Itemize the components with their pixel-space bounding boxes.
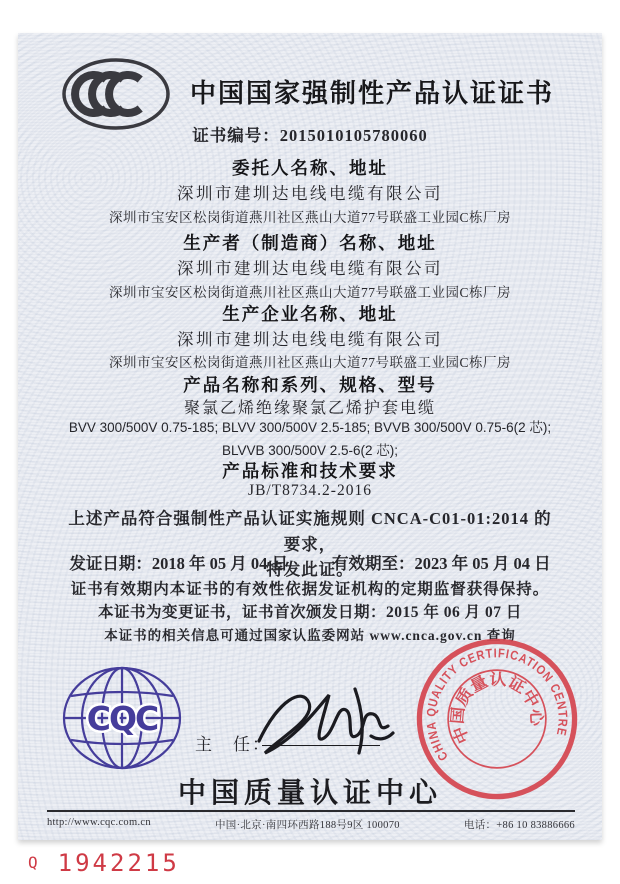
factory-name: 深圳市建圳达电线电缆有限公司 [177,330,443,349]
svg-text:CHINA QUALITY CERTIFICATION [414,636,575,765]
certificate-paper [18,33,602,840]
certificate-number-value: 2015010105780060 [279,126,428,145]
conformity-statement-line2: 特发此证。 [266,560,354,580]
issue-date: 发证日期：2018 年 05 月 04 日 [69,554,288,573]
standard-section-header: 产品标准和技术要求 [222,461,398,481]
factory-section-header: 生产企业名称、地址 [222,304,398,324]
applicant-name: 深圳市建圳达电线电缆有限公司 [177,184,443,203]
certificate-title: 中国国家强制性产品认证证书 [189,79,554,108]
footer-website: http://www.cqc.com.cn [47,817,151,828]
applicant-address: 深圳市宝安区松岗街道燕川社区燕山大道77号联盛工业园C栋厂房 [108,210,511,225]
signature-underline [262,745,380,746]
conformity-statement-line1: 上述产品符合强制性产品认证实施规则 CNCA-C01-01:2014 的要求， [68,509,552,554]
manufacturer-name: 深圳市建圳达电线电缆有限公司 [177,259,443,278]
product-name: 聚氯乙烯绝缘聚氯乙烯护套电缆 [183,400,436,417]
footer [47,817,575,832]
serial-number [28,849,180,877]
expiry-date: 有效期至：2023 年 05 月 04 日 [332,554,551,573]
stamp-inner-text: 中国质量认证中心 [449,671,545,746]
issuer-name: 中国质量认证中心 [177,777,442,808]
certificate-number-label: 证书编号： [192,126,280,145]
dates-row [18,550,602,574]
change-note: 本证书为变更证书，证书首次颁发日期：2015 年 06 月 07 日 [98,604,522,621]
product-section-header: 产品名称和系列、规格、型号 [183,375,437,395]
manufacturer-address: 深圳市宝安区松岗街道燕川社区燕山大道77号联盛工业园C栋厂房 [108,285,511,300]
product-models: BVV 300/500V 0.75-185; BLVV 300/500V 2.5-185; BVVB 300/500V 0.75-6(2 芯); BLVVB 300/500V 2.5-6(2 芯); [68,420,552,458]
factory-address: 深圳市宝安区松岗街道燕川社区燕山大道77号联盛工业园C栋厂房 [108,355,511,370]
footer-address: 中国·北京·南四环西路188号9区 100070 [214,820,400,831]
info-note: 本证书的相关信息可通过国家认监委网站 www.cnca.gov.cn 查询 [104,628,516,643]
footer-phone: 电话：+86 10 83886666 [463,820,575,831]
serial-prefix: Q [28,853,38,872]
director-signature [251,681,401,761]
footer-divider [47,810,575,812]
director-label: 主 任： [195,735,271,754]
cqc-logo-icon [60,662,184,778]
cqc-logo-text: CQC [86,699,158,738]
serial-digits: 1942215 [57,849,180,877]
certificate-number [18,122,602,146]
validity-note: 证书有效期内本证书的有效性依据发证机构的定期监督获得保持。 [70,581,550,598]
standard-value: JB/T8734.2-2016 [248,482,372,499]
stamp-outer-text: CHINA QUALITY CERTIFICATION CENTRE [423,645,571,764]
manufacturer-section-header: 生产者（制造商）名称、地址 [183,233,437,253]
applicant-section-header: 委托人名称、地址 [232,158,388,178]
